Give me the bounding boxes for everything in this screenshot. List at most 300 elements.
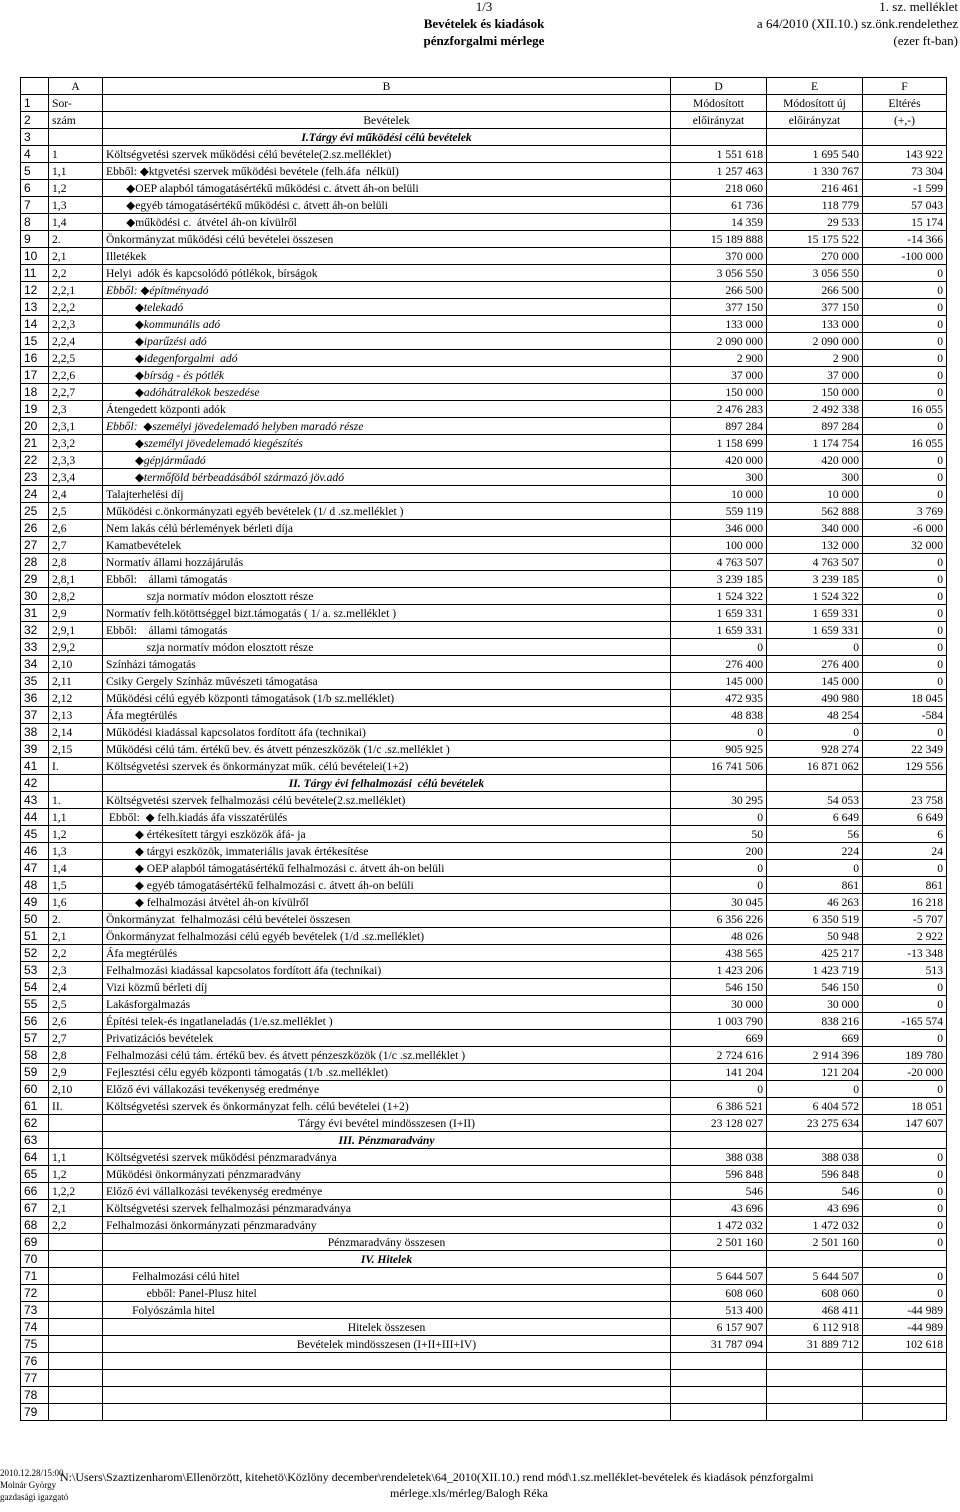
row-value-d: 669 bbox=[671, 1030, 767, 1047]
row-value-f: 2 922 bbox=[863, 928, 947, 945]
row-value-f: 0 bbox=[863, 639, 947, 656]
row-number: 8 bbox=[21, 214, 49, 231]
row-value-d: 300 bbox=[671, 469, 767, 486]
table-row bbox=[21, 741, 947, 758]
row-value-f: 0 bbox=[863, 299, 947, 316]
row-code: 2,3,3 bbox=[49, 452, 103, 469]
row-value-f: -44 989 bbox=[863, 1319, 947, 1336]
row-number: 39 bbox=[21, 741, 49, 758]
row-number: 36 bbox=[21, 690, 49, 707]
row-value-f: 0 bbox=[863, 1234, 947, 1251]
row-number: 70 bbox=[21, 1251, 49, 1268]
row-value-d: 23 128 027 bbox=[671, 1115, 767, 1132]
footer-sheet-name: mérlege.xls/mérleg/Balogh Réka bbox=[390, 1486, 548, 1500]
row-value-d: 61 736 bbox=[671, 197, 767, 214]
row-number: 64 bbox=[21, 1149, 49, 1166]
header-modositott-uj: Módosított új bbox=[767, 95, 863, 112]
row-code bbox=[49, 1234, 103, 1251]
row-value-d: 5 644 507 bbox=[671, 1268, 767, 1285]
row-code: 1,5 bbox=[49, 877, 103, 894]
row-value-f: 129 556 bbox=[863, 758, 947, 775]
row-code: 2,10 bbox=[49, 1081, 103, 1098]
row-value-e: 29 533 bbox=[767, 214, 863, 231]
table-row bbox=[21, 1098, 947, 1115]
row-number: 49 bbox=[21, 894, 49, 911]
table-row bbox=[21, 163, 947, 180]
row-value-d: 10 000 bbox=[671, 486, 767, 503]
row-value-d: 905 925 bbox=[671, 741, 767, 758]
row-label: ◆ OEP alapból támogatásértékű felhalmozási c. átvett áh-on belüli bbox=[103, 860, 671, 877]
table-row bbox=[21, 945, 947, 962]
page-number: 1/3 bbox=[475, 0, 493, 14]
row-value-d: 1 472 032 bbox=[671, 1217, 767, 1234]
row-number: 50 bbox=[21, 911, 49, 928]
row-value-f: 16 218 bbox=[863, 894, 947, 911]
row-label: Felhalmozási célú hitel bbox=[103, 1268, 671, 1285]
table-row bbox=[21, 554, 947, 571]
row-value-d: 150 000 bbox=[671, 384, 767, 401]
row-number: 46 bbox=[21, 843, 49, 860]
row-value-d: 472 935 bbox=[671, 690, 767, 707]
unit-label: (ezer ft-ban) bbox=[893, 33, 958, 48]
row-number: 23 bbox=[21, 469, 49, 486]
row-code: 2,9 bbox=[49, 1064, 103, 1081]
row-label: Önkormányzat felhalmozási célú egyéb bevételek (1/d .sz.melléklet) bbox=[103, 928, 671, 945]
row-number: 34 bbox=[21, 656, 49, 673]
row-code bbox=[49, 129, 103, 146]
row-value-f: 0 bbox=[863, 418, 947, 435]
row-code: 2,13 bbox=[49, 707, 103, 724]
row-code: 2,7 bbox=[49, 1030, 103, 1047]
row-number: 10 bbox=[21, 248, 49, 265]
row-label: Működési önkormányzati pénzmaradvány bbox=[103, 1166, 671, 1183]
row-value-f: 6 649 bbox=[863, 809, 947, 826]
row-value-e: 37 000 bbox=[767, 367, 863, 384]
row-code: 2,6 bbox=[49, 1013, 103, 1030]
row-code: 2,11 bbox=[49, 673, 103, 690]
row-value-f: 861 bbox=[863, 877, 947, 894]
row-label: ◆ egyéb támogatásértékű felhalmozási c. átvett áh-on belüli bbox=[103, 877, 671, 894]
row-number: 29 bbox=[21, 571, 49, 588]
table-row bbox=[21, 503, 947, 520]
row-number: 79 bbox=[21, 1404, 49, 1421]
row-label: Ebből: ◆ktgvetési szervek működési bevétele (felh.áfa nélkül) bbox=[103, 163, 671, 180]
row-number: 56 bbox=[21, 1013, 49, 1030]
table-row bbox=[21, 1268, 947, 1285]
row-number: 73 bbox=[21, 1302, 49, 1319]
row-value-d: 145 000 bbox=[671, 673, 767, 690]
header-szam: szám bbox=[49, 112, 103, 129]
row-value-d: 438 565 bbox=[671, 945, 767, 962]
table-row bbox=[21, 367, 947, 384]
row-value-f: 18 045 bbox=[863, 690, 947, 707]
row-value-f bbox=[863, 129, 947, 146]
row-value-f: 0 bbox=[863, 1200, 947, 1217]
row-number: 75 bbox=[21, 1336, 49, 1353]
table-row bbox=[21, 877, 947, 894]
row-value-f: 0 bbox=[863, 1268, 947, 1285]
row-value-d: 0 bbox=[671, 1081, 767, 1098]
row-label: Felhalmozási önkormányzati pénzmaradvány bbox=[103, 1217, 671, 1234]
row-value-e: 861 bbox=[767, 877, 863, 894]
row-code: 2,2,3 bbox=[49, 316, 103, 333]
row-value-f: 513 bbox=[863, 962, 947, 979]
row-code: 2,3,4 bbox=[49, 469, 103, 486]
row-label: ◆OEP alapból támogatásértékű működési c. átvett áh-on belüli bbox=[103, 180, 671, 197]
row-value-d: 596 848 bbox=[671, 1166, 767, 1183]
row-value-f: 0 bbox=[863, 622, 947, 639]
table-row bbox=[21, 1387, 947, 1404]
row-value-d: 141 204 bbox=[671, 1064, 767, 1081]
row-value-f: 0 bbox=[863, 469, 947, 486]
row-number: 62 bbox=[21, 1115, 49, 1132]
annex-label: 1. sz. melléklet bbox=[879, 0, 958, 14]
row-value-e: 145 000 bbox=[767, 673, 863, 690]
row-label: Előző évi vállalkozási tevékenység eredménye bbox=[103, 1183, 671, 1200]
row-value-f: 15 174 bbox=[863, 214, 947, 231]
row-value-f: 0 bbox=[863, 316, 947, 333]
row-label: I.Tárgy évi működési célú bevételek bbox=[103, 129, 671, 146]
table-row bbox=[21, 1132, 947, 1149]
row-label: Áfa megtérülés bbox=[103, 945, 671, 962]
row-value-d: 100 000 bbox=[671, 537, 767, 554]
row-value-d: 608 060 bbox=[671, 1285, 767, 1302]
row-value-f: 0 bbox=[863, 333, 947, 350]
document-title bbox=[400, 0, 568, 49]
row-number: 43 bbox=[21, 792, 49, 809]
row-number: 58 bbox=[21, 1047, 49, 1064]
row-code: 2,8 bbox=[49, 554, 103, 571]
row-value-e: 1 659 331 bbox=[767, 622, 863, 639]
row-number: 35 bbox=[21, 673, 49, 690]
row-value-f bbox=[863, 1370, 947, 1387]
row-value-e: 0 bbox=[767, 724, 863, 741]
row-value-d: 1 003 790 bbox=[671, 1013, 767, 1030]
row-value-e: 30 000 bbox=[767, 996, 863, 1013]
row-code: 1 bbox=[49, 146, 103, 163]
row-code: 2. bbox=[49, 911, 103, 928]
row-label: Ebből: állami támogatás bbox=[103, 571, 671, 588]
row-number: 37 bbox=[21, 707, 49, 724]
table-row bbox=[21, 979, 947, 996]
row-value-f: 24 bbox=[863, 843, 947, 860]
row-value-d: 15 189 888 bbox=[671, 231, 767, 248]
row-number: 6 bbox=[21, 180, 49, 197]
row-label: Működési kiadással kapcsolatos fordított áfa (technikai) bbox=[103, 724, 671, 741]
row-number: 27 bbox=[21, 537, 49, 554]
column-letter-row bbox=[21, 78, 947, 95]
title-line2: pénzforgalmi mérlege bbox=[423, 33, 545, 48]
row-value-d: 48 838 bbox=[671, 707, 767, 724]
row-value-e bbox=[767, 1251, 863, 1268]
row-code: 2,2 bbox=[49, 1217, 103, 1234]
footer-file-path: N:\Users\Szaztizenharom\Ellenörzött, kitehetö\Közlöny december\rendeletek\64_2010(XII.10.) rend mód\1.sz.melléklet-bevételek és kiadások pénzforgalmi bbox=[60, 1470, 814, 1484]
decree-label: a 64/2010 (XII.10.) sz.önk.rendelethez bbox=[756, 16, 958, 31]
row-value-f: 0 bbox=[863, 1183, 947, 1200]
row-value-e: 340 000 bbox=[767, 520, 863, 537]
row-label: Költségvetési szervek felhalmozási célú bevétele(2.sz.melléklet) bbox=[103, 792, 671, 809]
row-value-d: 218 060 bbox=[671, 180, 767, 197]
header-sor: Sor- bbox=[49, 95, 103, 112]
row-value-e: 562 888 bbox=[767, 503, 863, 520]
row-value-d: 546 150 bbox=[671, 979, 767, 996]
row-value-f: -1 599 bbox=[863, 180, 947, 197]
header-eloiranyzat: előirányzat bbox=[671, 112, 767, 129]
col-letter-f: F bbox=[863, 78, 947, 95]
row-code: 2,2,4 bbox=[49, 333, 103, 350]
row-value-e bbox=[767, 1132, 863, 1149]
row-label: szja normatív módon elosztott része bbox=[103, 639, 671, 656]
row-value-f: 0 bbox=[863, 367, 947, 384]
row-code: 2,8 bbox=[49, 1047, 103, 1064]
row-number: 7 bbox=[21, 197, 49, 214]
row-value-e: 3 056 550 bbox=[767, 265, 863, 282]
row-value-d: 133 000 bbox=[671, 316, 767, 333]
row-value-d bbox=[671, 129, 767, 146]
row-value-f bbox=[863, 1251, 947, 1268]
row-value-d: 6 386 521 bbox=[671, 1098, 767, 1115]
table-row bbox=[21, 1030, 947, 1047]
header-modositott: Módosított bbox=[671, 95, 767, 112]
table-row bbox=[21, 1081, 947, 1098]
row-value-d: 2 900 bbox=[671, 350, 767, 367]
row-code: 2,2 bbox=[49, 945, 103, 962]
table-row bbox=[21, 928, 947, 945]
table-row bbox=[21, 622, 947, 639]
row-value-d: 6 157 907 bbox=[671, 1319, 767, 1336]
row-value-e: 1 524 322 bbox=[767, 588, 863, 605]
table-row bbox=[21, 1234, 947, 1251]
table-row bbox=[21, 401, 947, 418]
row-label: Működési célú tám. értékű bev. és átvett pénzeszközök (1/c .sz.melléklet ) bbox=[103, 741, 671, 758]
row-number: 28 bbox=[21, 554, 49, 571]
row-number: 71 bbox=[21, 1268, 49, 1285]
row-number: 77 bbox=[21, 1370, 49, 1387]
row-code: 2,6 bbox=[49, 520, 103, 537]
row-label: Hitelek összesen bbox=[103, 1319, 671, 1336]
row-value-d: 30 000 bbox=[671, 996, 767, 1013]
row-number: 3 bbox=[21, 129, 49, 146]
table-row bbox=[21, 809, 947, 826]
row-number: 59 bbox=[21, 1064, 49, 1081]
row-value-e: 276 400 bbox=[767, 656, 863, 673]
row-value-e: 15 175 522 bbox=[767, 231, 863, 248]
row-code bbox=[49, 1132, 103, 1149]
row-code: 1,4 bbox=[49, 214, 103, 231]
row-value-f: 0 bbox=[863, 350, 947, 367]
row-number: 48 bbox=[21, 877, 49, 894]
row-value-e: 6 112 918 bbox=[767, 1319, 863, 1336]
row-value-d bbox=[671, 1387, 767, 1404]
row-value-e: 596 848 bbox=[767, 1166, 863, 1183]
row-number: 26 bbox=[21, 520, 49, 537]
table-row bbox=[21, 1336, 947, 1353]
row-number: 76 bbox=[21, 1353, 49, 1370]
col-letter-e: E bbox=[767, 78, 863, 95]
footer-name: Molnár György bbox=[0, 1480, 57, 1490]
row-code: 2,2 bbox=[49, 265, 103, 282]
row-value-d: 1 257 463 bbox=[671, 163, 767, 180]
row-number: 51 bbox=[21, 928, 49, 945]
row-label: Helyi adók és kapcsolódó pótlékok, bírságok bbox=[103, 265, 671, 282]
row-code: 2,10 bbox=[49, 656, 103, 673]
row-value-f: 0 bbox=[863, 486, 947, 503]
row-number: 22 bbox=[21, 452, 49, 469]
row-label: ◆kommunális adó bbox=[103, 316, 671, 333]
row-value-e: 118 779 bbox=[767, 197, 863, 214]
row-value-d: 897 284 bbox=[671, 418, 767, 435]
table-row bbox=[21, 282, 947, 299]
row-label bbox=[103, 1370, 671, 1387]
row-value-f bbox=[863, 1387, 947, 1404]
row-label: Átengedett központi adók bbox=[103, 401, 671, 418]
row-value-f: -584 bbox=[863, 707, 947, 724]
row-value-e: 43 696 bbox=[767, 1200, 863, 1217]
row-label: ◆gépjárműadó bbox=[103, 452, 671, 469]
row-number: 45 bbox=[21, 826, 49, 843]
row-value-f: 143 922 bbox=[863, 146, 947, 163]
row-value-d: 2 724 616 bbox=[671, 1047, 767, 1064]
row-code: 2,9 bbox=[49, 605, 103, 622]
row-label: Önkormányzat felhalmozási célú bevételei összesen bbox=[103, 911, 671, 928]
row-label: III. Pénzmaradvány bbox=[103, 1132, 671, 1149]
row-code: 2,2,7 bbox=[49, 384, 103, 401]
row-code: 2,2,1 bbox=[49, 282, 103, 299]
row-value-d: 37 000 bbox=[671, 367, 767, 384]
row-value-d bbox=[671, 1132, 767, 1149]
row-value-d: 31 787 094 bbox=[671, 1336, 767, 1353]
row-value-f: 0 bbox=[863, 656, 947, 673]
row-value-e: 5 644 507 bbox=[767, 1268, 863, 1285]
table-row bbox=[21, 1319, 947, 1336]
row-value-d: 30 045 bbox=[671, 894, 767, 911]
row-value-e: 2 914 396 bbox=[767, 1047, 863, 1064]
row-value-f: 0 bbox=[863, 673, 947, 690]
table-row bbox=[21, 248, 947, 265]
row-label: Színházi támogatás bbox=[103, 656, 671, 673]
row-value-f: -6 000 bbox=[863, 520, 947, 537]
row-code: 1,6 bbox=[49, 894, 103, 911]
row-value-e: 270 000 bbox=[767, 248, 863, 265]
row-code: 2. bbox=[49, 231, 103, 248]
row-label: Költségvetési szervek felhalmozási pénzmaradványa bbox=[103, 1200, 671, 1217]
row-number: 19 bbox=[21, 401, 49, 418]
row-label: Ebből: ◆személyi jövedelemadó helyben maradó része bbox=[103, 418, 671, 435]
table-row bbox=[21, 265, 947, 282]
row-value-f: -100 000 bbox=[863, 248, 947, 265]
row-label: ◆ értékesített tárgyi eszközök áfá- ja bbox=[103, 826, 671, 843]
row-label: ◆ felhalmozási átvétel áh-on kívülről bbox=[103, 894, 671, 911]
row-value-e: 2 900 bbox=[767, 350, 863, 367]
row-value-d: 370 000 bbox=[671, 248, 767, 265]
row-code bbox=[49, 1302, 103, 1319]
table-row bbox=[21, 996, 947, 1013]
table-row bbox=[21, 299, 947, 316]
row-value-f bbox=[863, 1353, 947, 1370]
row-value-f: 0 bbox=[863, 554, 947, 571]
row-value-f: 0 bbox=[863, 1081, 947, 1098]
row-code: 1,1 bbox=[49, 809, 103, 826]
row-number: 55 bbox=[21, 996, 49, 1013]
row-value-d: 546 bbox=[671, 1183, 767, 1200]
row-label: Költségvetési szervek és önkormányzat műk. célú bevételei(1+2) bbox=[103, 758, 671, 775]
row-label: Bevételek mindösszesen (I+II+III+IV) bbox=[103, 1336, 671, 1353]
header-plus-minus: (+,-) bbox=[863, 112, 947, 129]
row-value-d: 200 bbox=[671, 843, 767, 860]
row-label: ◆egyéb támogatásértékű működési c. átvett áh-on belüli bbox=[103, 197, 671, 214]
row-value-d: 30 295 bbox=[671, 792, 767, 809]
table-row bbox=[21, 894, 947, 911]
row-value-e: 1 472 032 bbox=[767, 1217, 863, 1234]
row-value-d: 48 026 bbox=[671, 928, 767, 945]
row-code: 2,4 bbox=[49, 486, 103, 503]
table-row bbox=[21, 231, 947, 248]
table-row bbox=[21, 639, 947, 656]
row-value-f: -165 574 bbox=[863, 1013, 947, 1030]
row-value-d: 16 741 506 bbox=[671, 758, 767, 775]
row-value-f bbox=[863, 775, 947, 792]
row-label: Lakásforgalmazás bbox=[103, 996, 671, 1013]
row-number: 66 bbox=[21, 1183, 49, 1200]
row-code: 2,9,1 bbox=[49, 622, 103, 639]
row-value-e bbox=[767, 129, 863, 146]
row-value-d: 14 359 bbox=[671, 214, 767, 231]
row-value-e: 1 174 754 bbox=[767, 435, 863, 452]
row-value-e: 1 423 719 bbox=[767, 962, 863, 979]
row-code bbox=[49, 1404, 103, 1421]
row-value-d bbox=[671, 1404, 767, 1421]
row-value-f: 0 bbox=[863, 860, 947, 877]
row-value-e bbox=[767, 1404, 863, 1421]
row-label bbox=[103, 1353, 671, 1370]
table-row bbox=[21, 962, 947, 979]
row-label: Kamatbevételek bbox=[103, 537, 671, 554]
row-code: 1,3 bbox=[49, 197, 103, 214]
row-label: ebből: Panel-Plusz hitel bbox=[103, 1285, 671, 1302]
row-number: 25 bbox=[21, 503, 49, 520]
row-code: 2,7 bbox=[49, 537, 103, 554]
row-code: 1. bbox=[49, 792, 103, 809]
row-label: II. Tárgy évi felhalmozási célú bevételek bbox=[103, 775, 671, 792]
row-number: 78 bbox=[21, 1387, 49, 1404]
row-value-e: 420 000 bbox=[767, 452, 863, 469]
row-code: 1,2 bbox=[49, 1166, 103, 1183]
row-code bbox=[49, 1319, 103, 1336]
row-value-e: 4 763 507 bbox=[767, 554, 863, 571]
row-label: szja normatív módon elosztott része bbox=[103, 588, 671, 605]
table-row bbox=[21, 605, 947, 622]
row-number: 21 bbox=[21, 435, 49, 452]
row-value-d: 266 500 bbox=[671, 282, 767, 299]
row-value-e: 48 254 bbox=[767, 707, 863, 724]
row-value-d: 1 423 206 bbox=[671, 962, 767, 979]
row-label: Költségvetési szervek működési célú bevétele(2.sz.melléklet) bbox=[103, 146, 671, 163]
table-row bbox=[21, 1251, 947, 1268]
table-row bbox=[21, 911, 947, 928]
row-value-d: 1 659 331 bbox=[671, 605, 767, 622]
row-number: 52 bbox=[21, 945, 49, 962]
row-code: 2,3 bbox=[49, 401, 103, 418]
table-row bbox=[21, 588, 947, 605]
row-value-f bbox=[863, 1132, 947, 1149]
row-number: 32 bbox=[21, 622, 49, 639]
row-number: 44 bbox=[21, 809, 49, 826]
row-value-e: 6 649 bbox=[767, 809, 863, 826]
table-row bbox=[21, 1370, 947, 1387]
row-number: 14 bbox=[21, 316, 49, 333]
row-value-e: 50 948 bbox=[767, 928, 863, 945]
row-value-f: 0 bbox=[863, 724, 947, 741]
